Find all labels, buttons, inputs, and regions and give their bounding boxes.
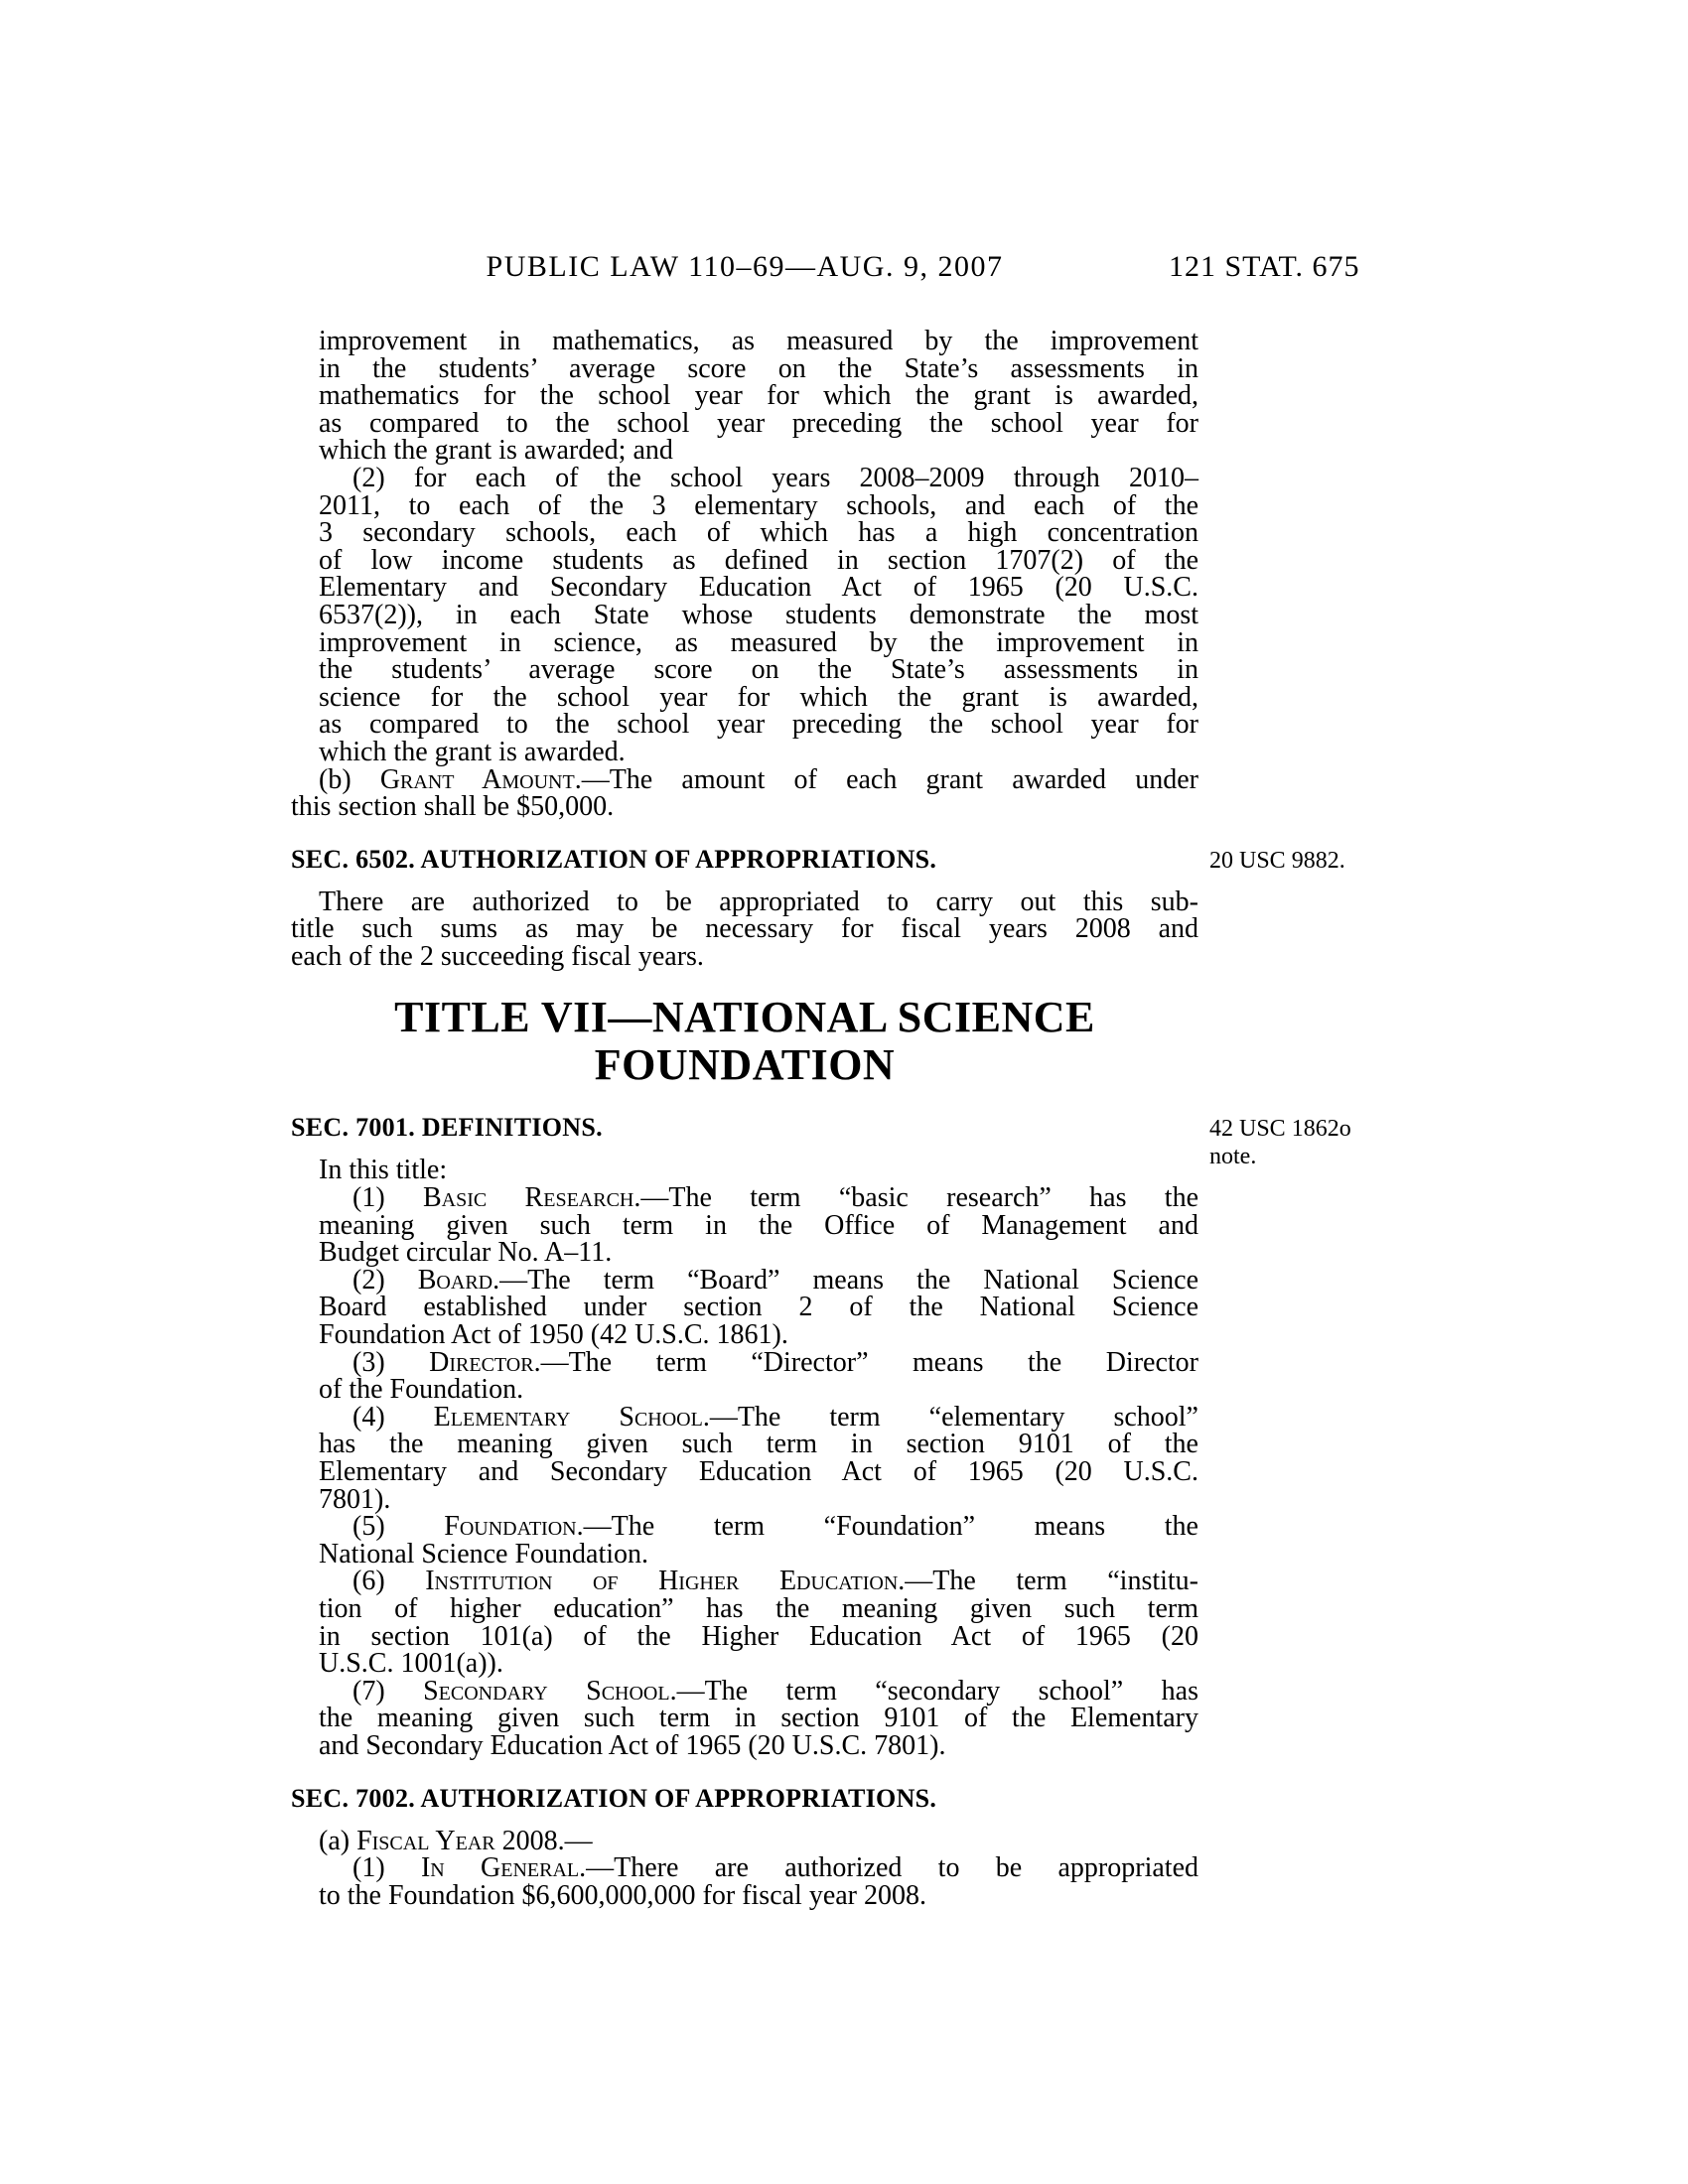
text-run: the students’ average score on the State’s assessments in bbox=[319, 654, 1198, 686]
text-run: title such sums as may be necessary for fiscal years 2008 and bbox=[291, 913, 1198, 945]
text-run: (1) bbox=[352, 1182, 423, 1214]
text-run: 2011, to each of the 3 elementary schools, and each of the bbox=[319, 489, 1198, 521]
text-line bbox=[291, 1513, 1198, 1541]
margin-note bbox=[1209, 1115, 1418, 1170]
text-run: There are authorized to be appropriated to carry out this sub- bbox=[319, 886, 1198, 917]
text-run: in section 101(a) of the Higher Education Act of 1965 (20 bbox=[319, 1620, 1198, 1652]
text-run: to the Foundation $6,600,000,000 for fiscal year 2008. bbox=[319, 1879, 927, 1911]
text-line bbox=[291, 763, 1198, 795]
text-line bbox=[291, 1854, 1198, 1882]
small-caps-term: Foundation bbox=[444, 1511, 577, 1543]
section-heading-row bbox=[291, 1784, 1198, 1814]
small-caps-term: Director bbox=[429, 1346, 534, 1378]
text-run: in the students’ average score on the State’s assessments in bbox=[319, 352, 1198, 384]
text-line bbox=[291, 1729, 1198, 1761]
small-caps-term: Fiscal Year 2008 bbox=[356, 1825, 558, 1856]
text-line bbox=[291, 519, 1198, 547]
text-run: .—The term “secondary school” has bbox=[669, 1675, 1198, 1706]
section-heading: SEC. 7002. AUTHORIZATION OF APPROPRIATIONS. bbox=[291, 1783, 937, 1813]
text-line bbox=[291, 1705, 1198, 1732]
text-line bbox=[291, 1184, 1198, 1212]
title-line: TITLE VII—NATIONAL SCIENCE bbox=[394, 993, 1095, 1042]
text-run: has the meaning given such term in section 9101 of the bbox=[319, 1429, 1198, 1460]
text-run: (a) bbox=[319, 1825, 357, 1856]
text-run: which the grant is awarded; and bbox=[319, 435, 673, 467]
margin-note-line: note. bbox=[1209, 1144, 1257, 1170]
text-line bbox=[291, 1675, 1198, 1706]
text-run: (1) bbox=[352, 1852, 421, 1884]
section-heading-row bbox=[291, 1113, 1351, 1170]
text-line bbox=[291, 1431, 1198, 1458]
text-line bbox=[291, 793, 1198, 821]
text-run: tion of higher education” has the meaning given such term bbox=[319, 1592, 1198, 1624]
text-line bbox=[291, 888, 1198, 916]
text-run: as compared to the school year preceding the school year for bbox=[319, 709, 1198, 741]
text-run: (2) for each of the school years 2008–2009 through 2010– bbox=[352, 462, 1198, 493]
document-flow bbox=[291, 326, 1351, 1911]
text-run: 3 secondary schools, each of which has a high concentration bbox=[319, 517, 1198, 549]
text-line bbox=[291, 656, 1198, 684]
page-header bbox=[291, 250, 1360, 284]
text-line bbox=[291, 489, 1198, 521]
text-line bbox=[291, 328, 1198, 355]
margin-note bbox=[1209, 847, 1418, 875]
small-caps-term: Board bbox=[417, 1264, 493, 1296]
text-run: science for the school year for which the grant is awarded, bbox=[319, 681, 1198, 713]
text-line bbox=[291, 1157, 1198, 1184]
text-line bbox=[291, 382, 1198, 410]
small-caps-term: Grant Amount bbox=[379, 763, 575, 795]
text-line bbox=[291, 1239, 1198, 1267]
text-line bbox=[291, 736, 1198, 767]
text-line bbox=[291, 1294, 1198, 1321]
section-heading: SEC. 6502. AUTHORIZATION OF APPROPRIATIONS. bbox=[291, 844, 937, 874]
text-line bbox=[291, 1321, 1198, 1349]
text-line bbox=[291, 915, 1198, 943]
text-line bbox=[291, 1209, 1198, 1241]
text-run: (2) bbox=[352, 1264, 418, 1296]
text-run: which the grant is awarded. bbox=[319, 736, 626, 767]
text-run: .—The term “elementary school” bbox=[702, 1401, 1198, 1433]
text-line bbox=[291, 681, 1198, 713]
page-content bbox=[291, 250, 1360, 1911]
text-line bbox=[291, 1879, 1198, 1911]
text-line bbox=[291, 352, 1198, 384]
stat-citation: 121 STAT. 675 bbox=[1169, 250, 1360, 283]
text-run: .—The amount of each grant awarded under bbox=[574, 763, 1198, 795]
text-line bbox=[291, 1825, 1198, 1856]
text-run: .—There are authorized to be appropriated bbox=[579, 1852, 1198, 1884]
text-run: Elementary and Secondary Education Act of 1965 (20 U.S.C. bbox=[319, 1456, 1198, 1487]
text-run: each of the 2 succeeding fiscal years. bbox=[291, 940, 704, 972]
text-line bbox=[291, 626, 1198, 658]
text-run: Foundation Act of 1950 (42 U.S.C. 1861). bbox=[319, 1319, 788, 1351]
text-run: Budget circular No. A–11. bbox=[319, 1237, 613, 1269]
text-run: .—The term “institu- bbox=[898, 1566, 1198, 1597]
text-run: (7) bbox=[352, 1675, 424, 1706]
text-line bbox=[291, 1650, 1198, 1678]
small-caps-term: In General bbox=[420, 1852, 580, 1884]
text-run: and Secondary Education Act of 1965 (20 U.S.C. 7801). bbox=[319, 1729, 946, 1761]
text-run: .— bbox=[557, 1825, 593, 1856]
text-run: improvement in science, as measured by the improvement in bbox=[319, 626, 1198, 658]
small-caps-term: Institution of Higher Education bbox=[425, 1566, 899, 1597]
title-heading bbox=[291, 994, 1198, 1089]
text-line bbox=[291, 1376, 1198, 1404]
text-line bbox=[291, 1568, 1198, 1595]
text-run: meaning given such term in the Office of Management and bbox=[319, 1209, 1198, 1241]
text-run: of the Foundation. bbox=[319, 1374, 524, 1406]
text-line bbox=[291, 574, 1198, 602]
text-line bbox=[291, 940, 1198, 972]
small-caps-term: Secondary School bbox=[423, 1675, 670, 1706]
text-run: 6537(2)), in each State whose students demonstrate the most bbox=[319, 599, 1198, 630]
text-line bbox=[291, 407, 1198, 439]
text-line bbox=[291, 462, 1198, 493]
text-run: mathematics for the school year for which the grant is awarded, bbox=[319, 380, 1198, 412]
law-citation: PUBLIC LAW 110–69—AUG. 9, 2007 bbox=[486, 250, 1004, 283]
text-run: (5) bbox=[352, 1511, 445, 1543]
margin-note-line: 20 USC 9882. bbox=[1209, 847, 1345, 874]
text-line bbox=[291, 1401, 1198, 1433]
text-line bbox=[291, 599, 1198, 630]
text-line bbox=[291, 1346, 1198, 1378]
text-run: of low income students as defined in section 1707(2) of the bbox=[319, 544, 1198, 576]
text-run: Elementary and Secondary Education Act of 1965 (20 U.S.C. bbox=[319, 572, 1198, 604]
text-line bbox=[291, 1592, 1198, 1624]
text-line bbox=[291, 544, 1198, 576]
text-run: (b) bbox=[319, 763, 380, 795]
text-run: as compared to the school year preceding the school year for bbox=[319, 407, 1198, 439]
text-run: .—The term “Foundation” means the bbox=[576, 1511, 1198, 1543]
title-line: FOUNDATION bbox=[594, 1040, 896, 1090]
text-line bbox=[291, 437, 1198, 465]
text-run: .—The term “basic research” has the bbox=[633, 1182, 1199, 1214]
text-run: In this title: bbox=[319, 1155, 448, 1186]
text-run: National Science Foundation. bbox=[319, 1538, 649, 1570]
text-run: improvement in mathematics, as measured by the improvement bbox=[319, 326, 1198, 356]
small-caps-term: Elementary School bbox=[433, 1401, 703, 1433]
text-line bbox=[291, 711, 1198, 739]
margin-note-line: 42 USC 1862o bbox=[1209, 1116, 1351, 1143]
text-run: (4) bbox=[352, 1401, 434, 1433]
text-run: .—The term “Board” means the National Science bbox=[492, 1264, 1198, 1296]
text-run: U.S.C. 1001(a)). bbox=[319, 1648, 503, 1680]
section-heading-row bbox=[291, 844, 1345, 875]
text-line bbox=[291, 1620, 1198, 1652]
text-line bbox=[291, 1458, 1198, 1486]
text-line bbox=[291, 1538, 1198, 1570]
text-run: this section shall be $50,000. bbox=[291, 791, 615, 823]
text-line bbox=[291, 1264, 1198, 1296]
text-line bbox=[291, 1483, 1198, 1515]
text-run: 7801). bbox=[319, 1483, 391, 1515]
section-heading: SEC. 7001. DEFINITIONS. bbox=[291, 1113, 603, 1143]
small-caps-term: Basic Research bbox=[422, 1182, 634, 1214]
text-run: the meaning given such term in section 9101 of the Elementary bbox=[319, 1703, 1198, 1734]
text-run: .—The term “Director” means the Director bbox=[533, 1346, 1198, 1378]
text-run: (6) bbox=[352, 1566, 426, 1597]
text-run: (3) bbox=[352, 1346, 430, 1378]
text-run: Board established under section 2 of the National Science bbox=[319, 1292, 1198, 1323]
